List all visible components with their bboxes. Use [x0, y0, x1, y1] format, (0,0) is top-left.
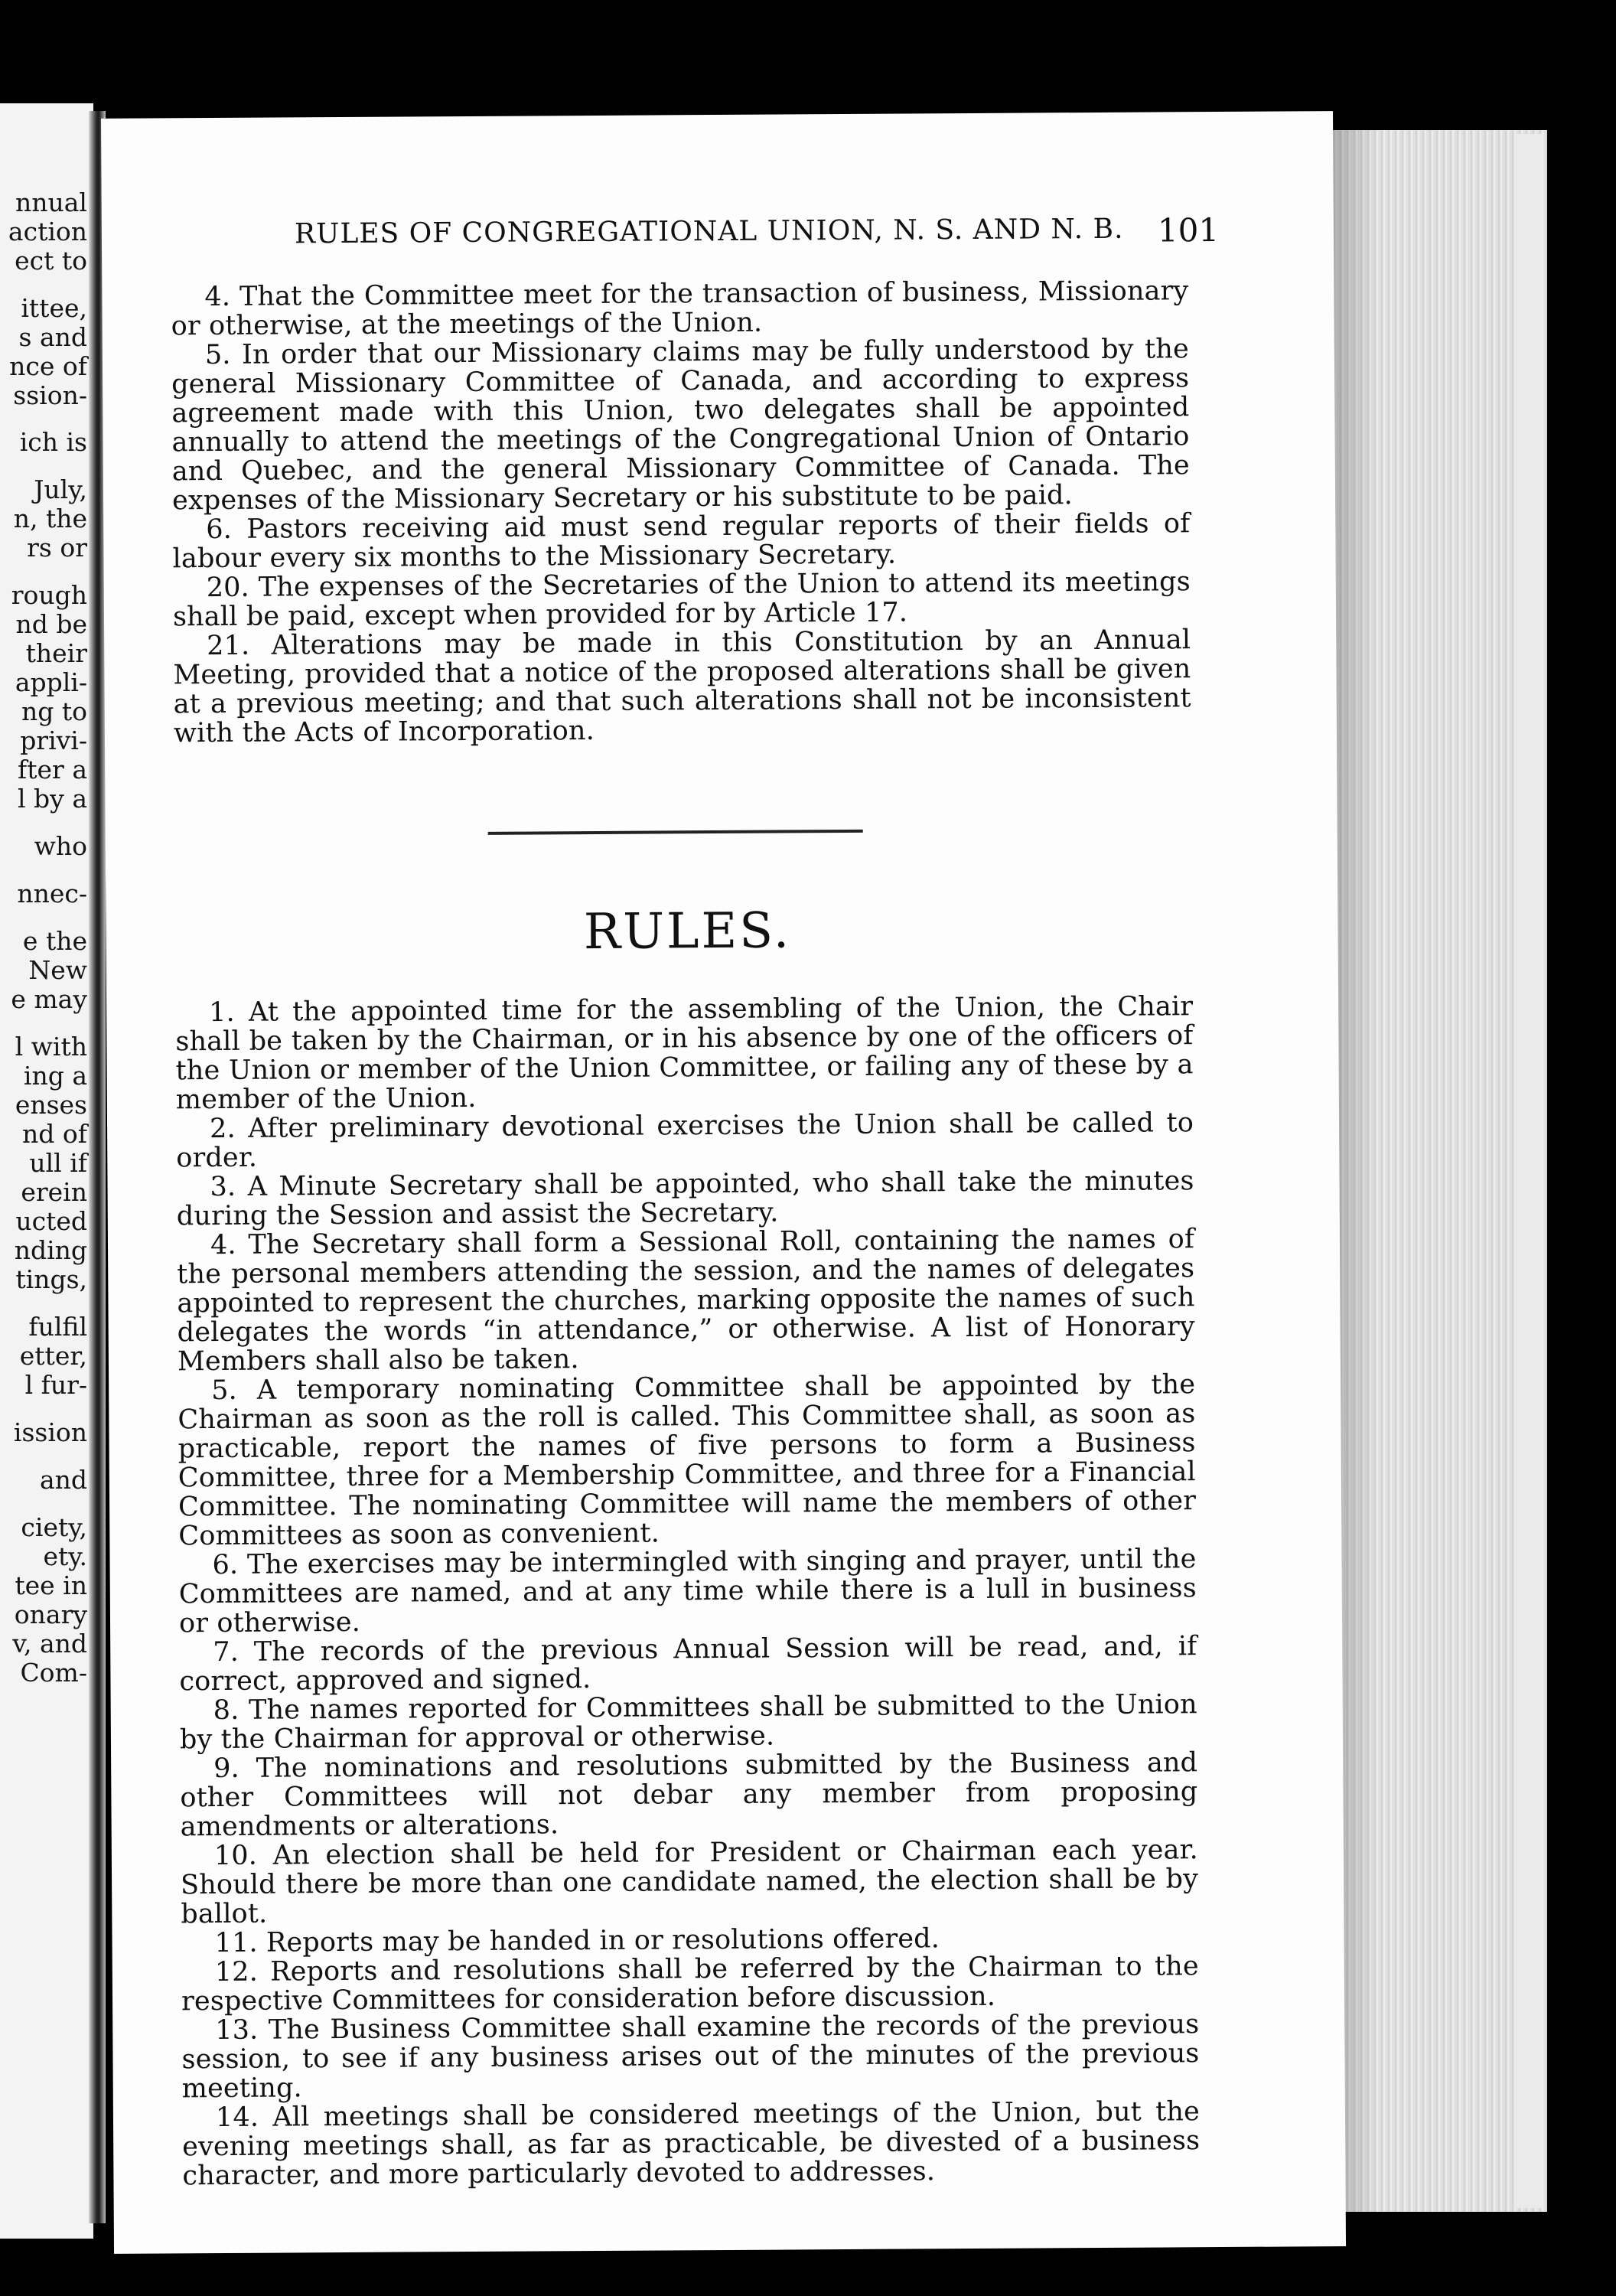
- left-page-line-fragment: ssion-: [13, 380, 87, 410]
- left-page-line-fragment: l with: [15, 1032, 87, 1062]
- left-page-line-fragment: erein: [21, 1177, 87, 1207]
- left-page-line-fragment: New: [28, 955, 87, 985]
- left-page-line-fragment: enses: [15, 1090, 87, 1120]
- running-title: RULES OF CONGREGATIONAL UNION, N. S. AND N. B.: [294, 213, 1124, 250]
- left-page-line-fragment: nd of: [22, 1119, 87, 1149]
- left-page-line-fragment: nd be: [15, 609, 87, 639]
- left-page-line-fragment: e may: [11, 984, 87, 1014]
- left-page-line-fragment: tings,: [15, 1264, 87, 1294]
- left-page-line-fragment: rs or: [27, 533, 87, 563]
- left-page-line-fragment: fulfil: [28, 1312, 87, 1342]
- left-page-line-fragment: ich is: [19, 427, 87, 457]
- left-page-line-fragment: etter,: [19, 1341, 87, 1371]
- right-page: [101, 111, 1346, 2254]
- left-page-line-fragment: nnual: [15, 188, 87, 217]
- left-page-line-fragment: their: [25, 638, 87, 668]
- left-page-line-fragment: appli-: [15, 667, 87, 697]
- left-page-line-fragment: nnec-: [17, 879, 87, 908]
- left-page-line-fragment: and: [39, 1465, 87, 1495]
- rule-7: 7. The records of the previous Annual Session will be read, and, if correct, approved and signed.: [179, 1631, 1197, 1698]
- rule-8: 8. The names reported for Committees shall be submitted to the Union by the Chairman for approval or otherwise.: [179, 1689, 1197, 1756]
- constitution-article-20: 20. The expenses of the Secretaries of the Union to attend its meetings shall be paid, except when provided for by Article 17.: [172, 566, 1191, 633]
- left-page-line-fragment: rough: [11, 580, 87, 610]
- rules-heading: RULES.: [583, 902, 792, 961]
- section-divider: [488, 830, 863, 835]
- rule-1: 1. At the appointed time for the assembling of the Union, the Chair shall be taken by the Chairman, or in his absence by one of the officers of the Union or member of the Union Committee, or failing any of these by a member of the Union.: [175, 991, 1194, 1116]
- left-page-line-fragment: ission: [13, 1417, 87, 1447]
- left-page-line-fragment: s and: [18, 322, 87, 352]
- constitution-continuation: [171, 276, 1191, 748]
- rule-14: 14. All meetings shall be considered meetings of the Union, but the evening meetings shall, as far as practicable, be divested of a business character, and more particularly devoted to addresses.: [182, 2096, 1201, 2192]
- left-page-line-fragment: l by a: [18, 784, 87, 814]
- left-page-line-fragment: tee in: [15, 1570, 87, 1600]
- left-page-line-fragment: e the: [22, 926, 87, 956]
- constitution-article-4: 4. That the Committee meet for the transaction of business, Missionary or otherwise, at the meetings of the Union.: [171, 276, 1189, 342]
- rule-2: 2. After preliminary devotional exercises the Union shall be called to order.: [176, 1107, 1194, 1174]
- page-number: 101: [1157, 210, 1220, 249]
- left-page-line-fragment: nce of: [9, 351, 87, 381]
- left-page-line-fragment: ng to: [21, 696, 87, 726]
- rule-13: 13. The Business Committee shall examine the records of the previous session, to see if any business arises out of the minutes of the previous meeting.: [181, 2009, 1200, 2105]
- left-page-line-fragment: privi-: [20, 726, 87, 755]
- left-page-line-fragment: who: [34, 831, 87, 861]
- left-page-line-fragment: Com-: [20, 1658, 87, 1688]
- left-page-line-fragment: ittee,: [21, 293, 87, 323]
- rule-9: 9. The nominations and resolutions submitted by the Business and other Committees will not debar any member from proposing amendments or alterations.: [180, 1747, 1198, 1843]
- left-page-line-fragment: fter a: [18, 755, 87, 784]
- rule-5: 5. A temporary nominating Committee shall be appointed by the Chairman as soon as the roll is called. This Committee shall, as soon as practicable, report the names of five persons to form a Business Committee, three for a Membership Committee, and three for a Financial Committee. The nominating Committee will name the members of other Committees as soon as convenient.: [178, 1369, 1197, 1552]
- rule-6: 6. The exercises may be intermingled with singing and prayer, until the Committees are named, and at any time while there is a lull in business or otherwise.: [178, 1544, 1197, 1639]
- constitution-article-6: 6. Pastors receiving aid must send regular reports of their fields of labour every six months to the Missionary Secretary.: [172, 508, 1191, 575]
- left-page-line-fragment: n, the: [13, 504, 87, 533]
- left-page-line-fragment: ciety,: [21, 1512, 87, 1542]
- rule-4: 4. The Secretary shall form a Sessional Roll, containing the names of the personal members attending the session, and the names of delegates appointed to represent the churches, marking opposite the names of such delegates the words “in attendance,” or otherwise. A list of Honorary Members shall also be taken.: [177, 1224, 1195, 1378]
- rule-12: 12. Reports and resolutions shall be referred by the Chairman to the respective Committees for consideration before discussion.: [181, 1951, 1199, 2017]
- rules-list: [175, 992, 1200, 2190]
- left-page-line-fragment: ety.: [43, 1541, 87, 1571]
- rule-11: 11. Reports may be handed in or resolutions offered.: [214, 1923, 940, 1959]
- left-page-line-fragment: l fur-: [24, 1370, 87, 1400]
- left-page-line-fragment: action: [8, 217, 87, 246]
- left-page-line-fragment: July,: [34, 475, 87, 504]
- left-page-line-fragment: nding: [14, 1235, 87, 1265]
- left-page-line-fragment: ect to: [15, 246, 87, 276]
- left-page: [0, 103, 93, 2239]
- page-block-outer-edge: [1515, 134, 1544, 2208]
- left-page-line-fragment: ucted: [15, 1206, 87, 1236]
- left-page-line-fragment: ing a: [23, 1061, 87, 1091]
- left-page-line-fragment: onary: [14, 1600, 87, 1629]
- left-page-line-fragment: ull if: [29, 1148, 87, 1178]
- constitution-article-5: 5. In order that our Missionary claims may be fully understood by the general Missionary Committee of Canada, and according to express agreement made with this Union, two delegates shall be appointed annually to attend the meetings of the Congregational Union of Ontario and Quebec, and the general Missionary Committee of Canada. The expenses of the Missionary Secretary or his substitute to be paid.: [171, 334, 1190, 517]
- left-page-line-fragment: v, and: [12, 1629, 87, 1658]
- rule-10: 10. An election shall be held for President or Chairman each year. Should there be more than one candidate named, the election shall be by ballot.: [180, 1835, 1199, 1930]
- constitution-article-21: 21. Alterations may be made in this Constitution by an Annual Meeting, provided that a notice of the proposed alterations shall be given at a previous meeting; and that such alterations shall not be inconsistent with the Acts of Incorporation.: [173, 625, 1191, 749]
- rule-3: 3. A Minute Secretary shall be appointed, who shall take the minutes during the Session and assist the Secretary.: [176, 1166, 1194, 1232]
